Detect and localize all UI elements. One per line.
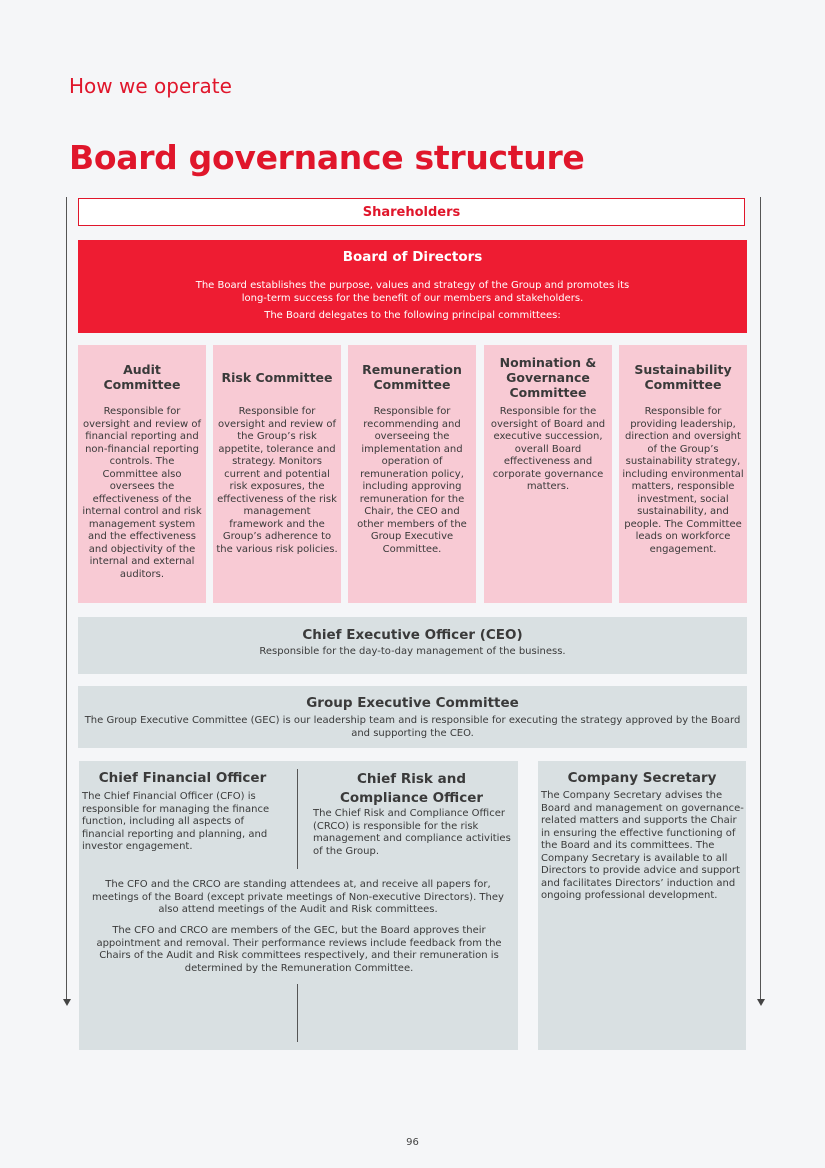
page-number: 96 [406,1137,419,1148]
attendance-note: The CFO and the CRCO are standing attendees at, and receive all papers for, meetings of the Board (except private meetings of Non-executive Directors). They also attend meetings of the Audit and Risk committees. [92,879,504,915]
cfo-description: The Chief Financial Officer (CFO) is responsible for managing the finance function, including all aspects of financial reporting and planning, and investor engagement. [82,791,270,852]
right-flow-line [760,197,761,999]
gec-description: The Group Executive Committee (GEC) is our leadership team and is responsible for executing the strategy approved by the Board and supporting the CEO. [84,715,741,739]
audit-committee-box [78,345,206,603]
committee-description: Responsible for oversight and review of financial reporting and non-financial reporting controls. The Committee also oversees the effectiveness of the internal control and risk management system and the effectiveness and objectivity of the internal and external auditors. [82,406,202,580]
board-description: The Board establishes the purpose, values and strategy of the Group and promotes its long-term success for the benefit of our members and stakeholders. [195,280,630,304]
nomination-governance-committee-box [484,345,612,603]
committee-name: Remuneration Committee [362,362,462,392]
committee-name: Nomination & Governance Committee [499,354,597,400]
committee-name: Risk Committee [221,369,333,385]
risk-committee-box [213,345,341,603]
left-arrow-down-icon [63,999,71,1006]
left-flow-line [66,197,67,999]
committee-description: Responsible for recommending and overseeing the implementation and operation of remuneration policy, including approving remuneration for the Chair, the CEO and other members of the Group Executive Committee. [357,406,467,555]
ceo-box [78,617,747,674]
board-delegation: The Board delegates to the following principal committees: [264,310,561,321]
committee-name: Sustainability Committee [634,362,732,392]
board-title: Board of Directors [342,249,483,265]
section-label: How we operate [69,74,232,98]
crco-description: The Chief Risk and Compliance Officer (CRCO) is responsible for the risk management and compliance activities of the Group. [313,808,511,857]
lower-divider [297,984,298,1042]
sustainability-committee-box [619,345,747,603]
committee-description: Responsible for oversight and review of the Group’s risk appetite, tolerance and strategy. Monitors current and potential risk exposures, the effectiveness of the risk management framework and the Group’s adherence to the various risk policies. [216,406,338,555]
cfo-crco-divider [297,769,298,869]
cfo-title: Chief Financial Officer [98,770,267,786]
ceo-description: Responsible for the day-to-day management of the business. [259,646,566,657]
crco-title-text: Chief Risk and Compliance Officer [339,771,484,806]
gec-box [78,686,747,748]
cfo-crco-box [79,761,518,1050]
company-secretary-title: Company Secretary [567,770,717,786]
committee-name: Audit Committee [103,362,181,392]
committee-description: Responsible for the oversight of Board and executive succession, overall Board effectiveness and corporate governance matters. [490,406,606,492]
gec-title: Group Executive Committee [306,695,519,711]
remuneration-committee-box [348,345,476,603]
board-of-directors-box [78,240,747,333]
page-title: Board governance structure [69,138,585,177]
shareholders-box: Shareholders [78,198,745,226]
company-secretary-description: The Company Secretary advises the Board and management on governance-related matters and supports the Chair in ensuring the effective functioning of the Board and its committees. The Company Secretary is available to all Directors to provide advice and support and facilitates Directors’ induction and ongoing professional development. [541,790,744,901]
company-secretary-box [538,761,746,1050]
ceo-title: Chief Executive Officer (CEO) [302,627,523,643]
right-arrow-down-icon [757,999,765,1006]
committee-description: Responsible for providing leadership, direction and oversight of the Group’s sustainability strategy, including environmental matters, responsible investment, social sustainability, and people. The Committee leads on workforce engagement. [622,406,744,555]
membership-note: The CFO and CRCO are members of the GEC, but the Board approves their appointment and removal. Their performance reviews include feedback from the Chairs of the Audit and Risk committees respectively, and their remuneration is determined by the Remuneration Committee. [96,925,502,974]
crco-title [304,770,519,808]
